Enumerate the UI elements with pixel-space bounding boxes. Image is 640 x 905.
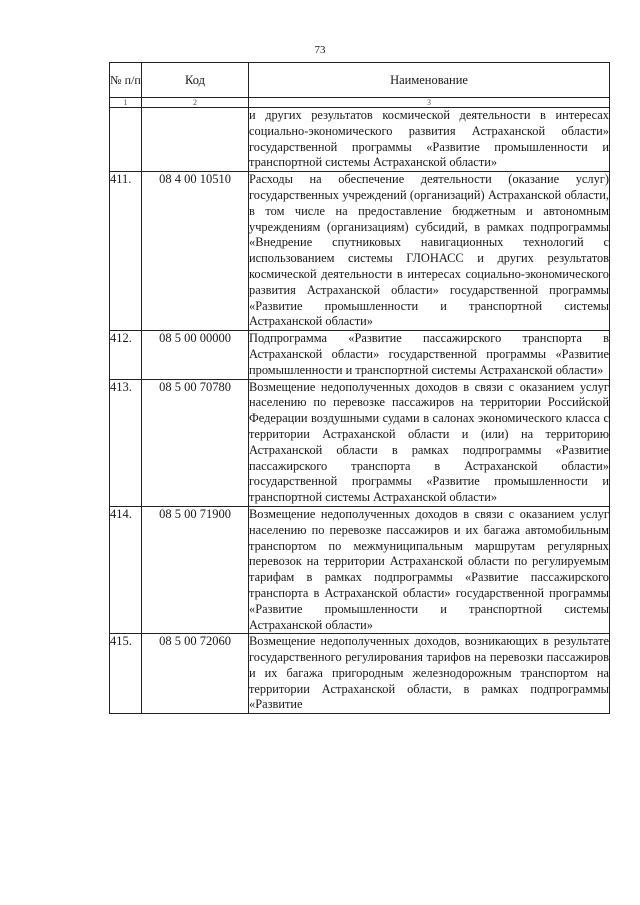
table-row xyxy=(110,331,610,379)
table-row xyxy=(110,506,610,633)
table-header-row xyxy=(110,63,610,98)
row-name: Возмещение недополученных доходов, возникающих в результате государственного регулирования тарифов на перевозки пассажиров и их багажа пригородным железнодорожным транспортом на территории Астраханской области, в рамках подпрограммы «Развитие xyxy=(249,634,610,714)
row-number xyxy=(110,108,142,172)
column-index: 2 xyxy=(142,98,249,108)
column-index: 1 xyxy=(110,98,142,108)
table-row xyxy=(110,108,610,172)
row-code: 08 4 00 10510 xyxy=(142,172,249,331)
row-name: Возмещение недополученных доходов в связи с оказанием услуг населению по перевозке пассажиров и их багажа автомобильным транспортом по межмуниципальным маршрутам регулярных перевозок на территории Астраханской области по регулируемым тарифам в рамках подпрограммы «Развитие пассажирского транспорта в Астраханской области» государственной программы «Развитие промышленности и транспортной системы Астраханской области» xyxy=(249,506,610,633)
header-number: № п/п xyxy=(110,63,142,98)
row-code: 08 5 00 00000 xyxy=(142,331,249,379)
row-name: Подпрограмма «Развитие пассажирского транспорта в Астраханской области» государственной программы «Развитие промышленности и транспортной системы Астраханской области» xyxy=(249,331,610,379)
row-number: 412. xyxy=(110,331,142,379)
row-code xyxy=(142,108,249,172)
table-row xyxy=(110,634,610,714)
row-name: и других результатов космической деятельности в интересах социально-экономического развития Астраханской области» государственной программы «Развитие промышленности и транспортной системы Астраханской области» xyxy=(249,108,610,172)
page-number: 73 xyxy=(314,44,326,56)
row-number: 414. xyxy=(110,506,142,633)
row-code: 08 5 00 72060 xyxy=(142,634,249,714)
budget-classification-table xyxy=(109,62,610,714)
row-number: 415. xyxy=(110,634,142,714)
header-name: Наименование xyxy=(249,63,610,98)
row-name: Возмещение недополученных доходов в связи с оказанием услуг населению по перевозке пассажиров на территории Российской Федерации воздушными судами в салонах экономического класса с территории Астраханской области и (или) на территорию Астраханской области в рамках подпрограммы «Развитие пассажирского транспорта в Астраханской области» государственной программы «Развитие промышленности и транспортной системы Астраханской области» xyxy=(249,379,610,506)
header-code: Код xyxy=(142,63,249,98)
row-code: 08 5 00 71900 xyxy=(142,506,249,633)
row-number: 413. xyxy=(110,379,142,506)
column-index-row xyxy=(110,98,610,108)
row-name: Расходы на обеспечение деятельности (оказание услуг) государственных учреждений (организаций) Астраханской области, в том числе на предоставление бюджетным и автономным учреждениям (организациям) субсидий, в рамках подпрограммы «Внедрение спутниковых навигационных технологий с использованием системы ГЛОНАСС и других результатов космической деятельности в интересах социально-экономического развития Астраханской области» государственной программы «Развитие промышленности и транспортной системы Астраханской области» xyxy=(249,172,610,331)
table-row xyxy=(110,379,610,506)
row-number: 411. xyxy=(110,172,142,331)
column-index: 3 xyxy=(249,98,610,108)
row-code: 08 5 00 70780 xyxy=(142,379,249,506)
table-row xyxy=(110,172,610,331)
